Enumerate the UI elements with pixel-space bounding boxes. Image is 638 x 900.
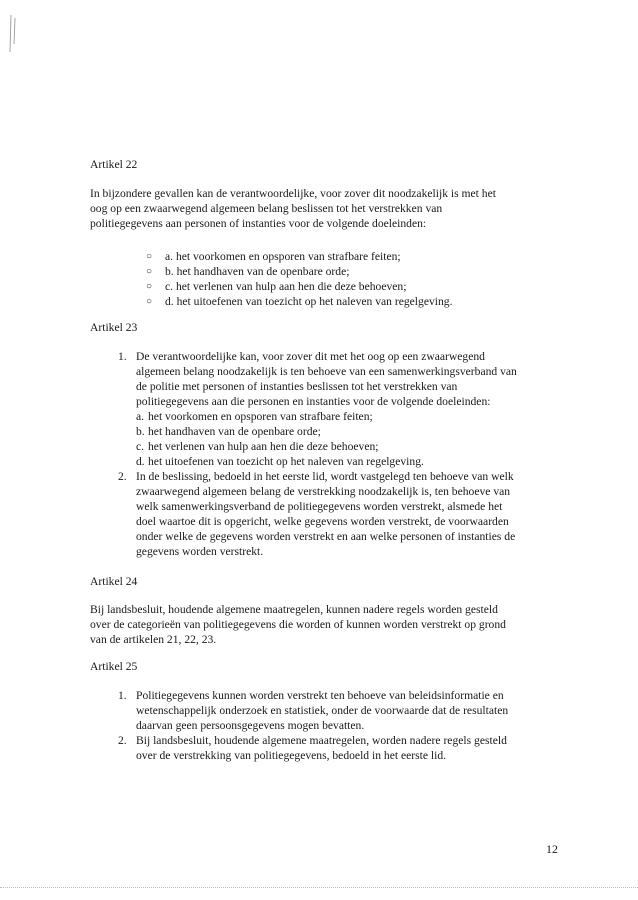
- artikel-25-list: [118, 688, 558, 763]
- sub-item: d. het uitoefenen van toezicht op het naleven van regelgeving.: [136, 455, 424, 468]
- bullet-icon: ○: [146, 251, 153, 262]
- body-line: Bij landsbesluit, houdende algemene maatregelen, kunnen nadere regels worden gesteld: [90, 603, 498, 616]
- footer-divider: [0, 887, 638, 888]
- artikel-24-body: [90, 602, 560, 647]
- body-line: oog op een zwaarwegend algemeen belang beslissen tot het verstrekken van: [90, 202, 443, 215]
- bullet-icon: ○: [146, 281, 153, 292]
- sub-item: c. het verlenen van hulp aan hen die deze behoeven;: [136, 440, 379, 453]
- handwritten-mark: [8, 14, 18, 54]
- artikel-22-heading: Artikel 22: [90, 158, 138, 171]
- sub-item: a. het voorkomen en opsporen van strafbare feiten;: [136, 410, 373, 423]
- list-number: 2.: [118, 734, 127, 747]
- body-line: van de artikelen 21, 22, 23.: [90, 633, 217, 646]
- artikel-24-heading: Artikel 24: [90, 575, 138, 588]
- list-number: 2.: [118, 470, 127, 483]
- list-item: 2. Bij landsbesluit, houdende algemene maatregelen, worden nadere regels gesteld over de verstrekking van politiegegevens, bedoeld in het eerste lid.: [118, 734, 507, 762]
- body-line: In bijzondere gevallen kan de verantwoordelijke, voor zover dit noodzakelijk is met het: [90, 187, 496, 200]
- body-line: politiegegevens aan personen of instanties voor de volgende doeleinden:: [90, 217, 427, 230]
- page-number: 12: [546, 842, 558, 856]
- list-number: 1.: [118, 689, 127, 702]
- list-item: 1. De verantwoordelijke kan, voor zover dit met het oog op een zwaarwegend algemeen belang noodzakelijk is ten behoeve van een samenwerkingsverband van de politie met personen of instanties beslissen tot het verstrekken van politiegegevens aan die personen en instanties voor de volgende doeleinden: a. het voorkomen en opsporen van strafbare feiten; b. het handhaven van de openbare orde; c. het verlenen van hulp aan hen die deze behoeven; d. het uitoefenen van toezicht op het naleven van regelgeving.: [118, 349, 558, 469]
- list-item: 2. In de beslissing, bedoeld in het eerste lid, wordt vastgelegd ten behoeve van welk zwaarwegend algemeen belang de verstrekking noodzakelijk is, ten behoeve van welk samenwerkingsverband de politiegegevens worden verstrekt, alsmede het doel waartoe dit is opgericht, welke gegevens worden verstrekt, de voorwaarden onder welke de gegevens worden verstrekt en aan welke personen of instanties de gegevens worden verstrekt.: [118, 470, 516, 558]
- artikel-23-list: [118, 349, 558, 559]
- bullet-icon: ○: [146, 266, 153, 277]
- artikel-23-heading: Artikel 23: [90, 321, 138, 334]
- sub-item: b. het handhaven van de openbare orde;: [136, 425, 321, 438]
- list-number: 1.: [118, 350, 127, 363]
- artikel-25-heading: Artikel 25: [90, 660, 138, 673]
- list-item: 1. Politiegegevens kunnen worden verstrekt ten behoeve van beleidsinformatie en wetenschappelijk onderzoek en statistiek, onder de voorwaarde dat de resultaten daarvan geen persoonsgegevens mogen bevatten.: [118, 689, 509, 732]
- artikel-22-body: [90, 186, 560, 231]
- bullet-icon: ○: [146, 296, 153, 307]
- body-line: over de categorieën van politiegegevens die worden of kunnen worden verstrekt op grond: [90, 618, 506, 631]
